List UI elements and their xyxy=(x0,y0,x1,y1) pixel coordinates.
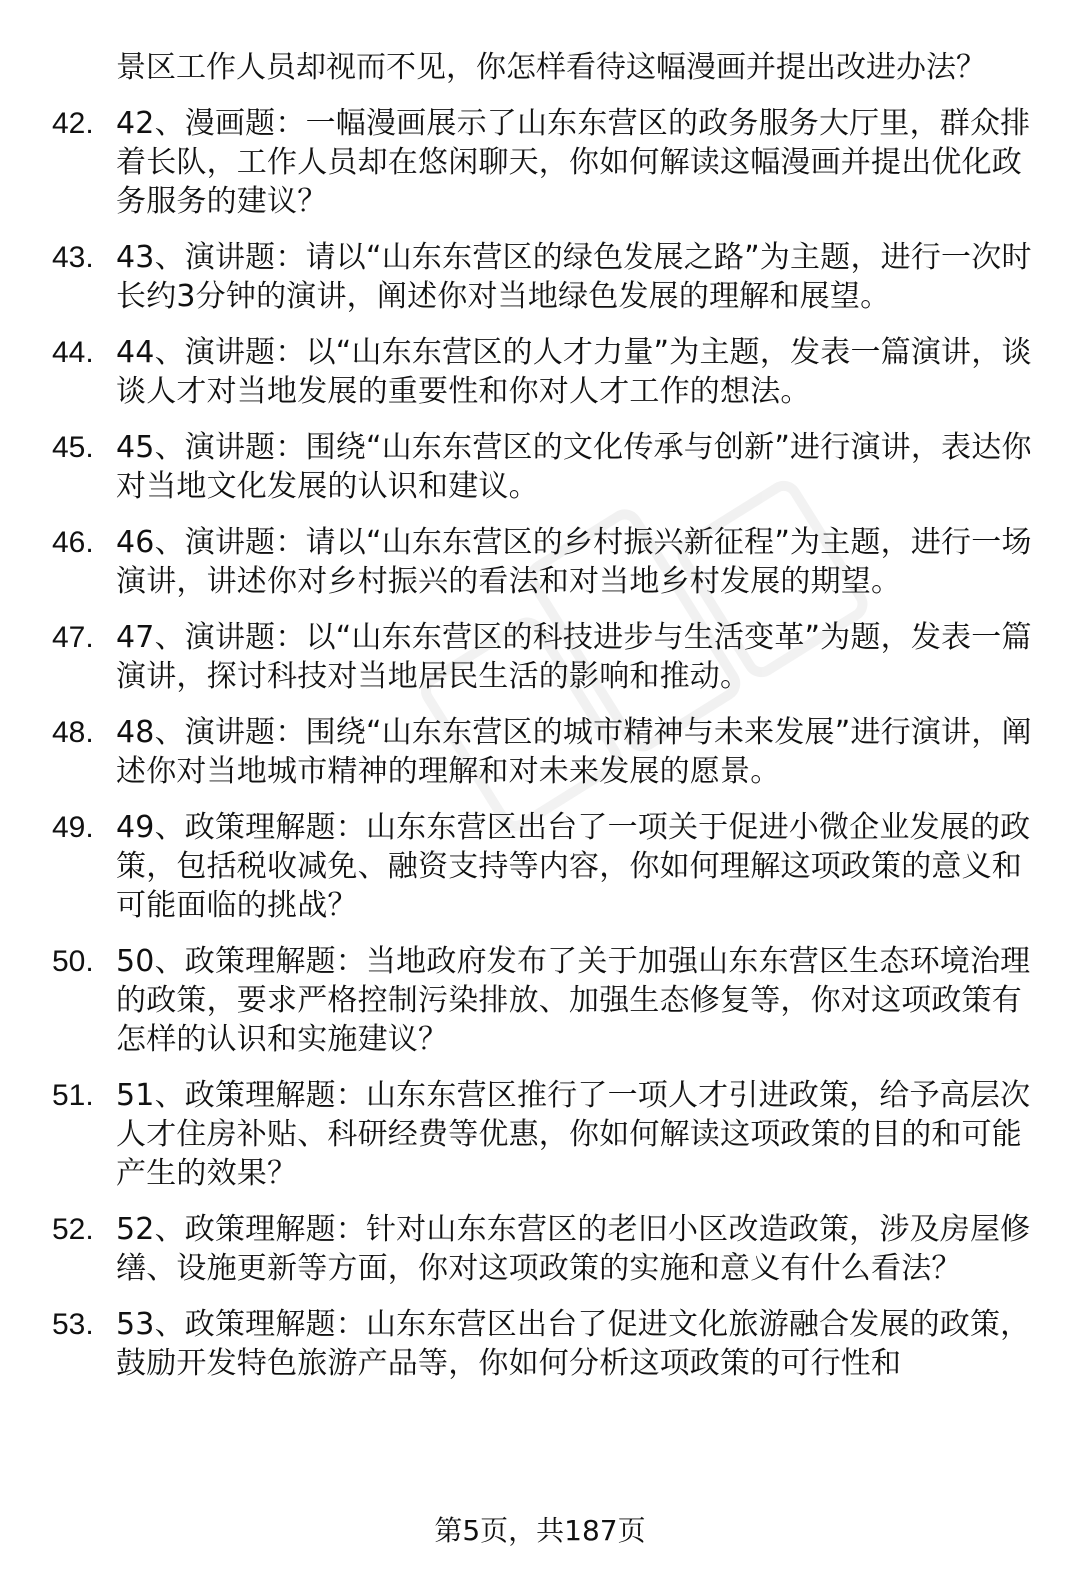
list-item xyxy=(52,333,1042,411)
list-item xyxy=(52,428,1042,506)
list-item xyxy=(52,1210,1042,1288)
list-item xyxy=(52,1076,1042,1193)
item-number: 43. xyxy=(52,241,94,274)
item-number: 50. xyxy=(52,945,94,978)
list-item xyxy=(52,238,1042,316)
item-text: 42、漫画题：一幅漫画展示了山东东营区的政务服务大厅里，群众排着长队，工作人员却在悠闲聊天，你如何解读这幅漫画并提出优化政务服务的建议？ xyxy=(116,106,1031,219)
list-item xyxy=(52,104,1042,221)
item-number: 51. xyxy=(52,1079,94,1112)
list-item xyxy=(52,1305,1042,1383)
item-text: 45、演讲题：围绕“山东东营区的文化传承与创新”进行演讲，表达你对当地文化发展的认识和建议。 xyxy=(116,430,1032,504)
item-number: 53. xyxy=(52,1308,94,1341)
list-item xyxy=(52,942,1042,1059)
list-item xyxy=(52,808,1042,925)
item-text: 49、政策理解题：山东东营区出台了一项关于促进小微企业发展的政策，包括税收减免、融资支持等内容，你如何理解这项政策的意义和可能面临的挑战？ xyxy=(116,810,1031,923)
item-text: 46、演讲题：请以“山东东营区的乡村振兴新征程”为主题，进行一场演讲，讲述你对乡村振兴的看法和对当地乡村发展的期望。 xyxy=(116,525,1032,599)
item-text: 48、演讲题：围绕“山东东营区的城市精神与未来发展”进行演讲，阐述你对当地城市精神的理解和对未来发展的愿景。 xyxy=(116,715,1032,789)
continued-question-text: 景区工作人员却视而不见，你怎样看待这幅漫画并提出改进办法？ xyxy=(116,50,986,85)
item-number: 52. xyxy=(52,1213,94,1246)
page-number-footer: 第5页，共187页 xyxy=(434,1514,646,1547)
item-text: 53、政策理解题：山东东营区出台了促进文化旅游融合发展的政策，鼓励开发特色旅游产品等，你如何分析这项政策的可行性和 xyxy=(116,1307,1031,1381)
item-text: 50、政策理解题：当地政府发布了关于加强山东东营区生态环境治理的政策，要求严格控制污染排放、加强生态修复等，你对这项政策有怎样的认识和实施建议？ xyxy=(116,944,1031,1057)
item-text: 52、政策理解题：针对山东东营区的老旧小区改造政策，涉及房屋修缮、设施更新等方面，你对这项政策的实施和意义有什么看法？ xyxy=(116,1212,1031,1286)
item-number: 42. xyxy=(52,107,94,140)
list-item xyxy=(52,713,1042,791)
item-number: 48. xyxy=(52,716,94,749)
list-item xyxy=(52,618,1042,696)
item-number: 47. xyxy=(52,621,94,654)
item-text: 43、演讲题：请以“山东东营区的绿色发展之路”为主题，进行一次时长约3分钟的演讲，阐述你对当地绿色发展的理解和展望。 xyxy=(116,240,1032,314)
item-number: 44. xyxy=(52,336,94,369)
item-text: 51、政策理解题：山东东营区推行了一项人才引进政策，给予高层次人才住房补贴、科研经费等优惠，你如何解读这项政策的目的和可能产生的效果？ xyxy=(116,1078,1031,1191)
item-number: 49. xyxy=(52,811,94,844)
item-number: 46. xyxy=(52,526,94,559)
item-text: 44、演讲题：以“山东东营区的人才力量”为主题，发表一篇演讲，谈谈人才对当地发展的重要性和你对人才工作的想法。 xyxy=(116,335,1032,409)
item-text: 47、演讲题：以“山东东营区的科技进步与生活变革”为题，发表一篇演讲，探讨科技对当地居民生活的影响和推动。 xyxy=(116,620,1032,694)
question-list xyxy=(52,48,1042,1400)
list-item xyxy=(52,523,1042,601)
item-number: 45. xyxy=(52,431,94,464)
